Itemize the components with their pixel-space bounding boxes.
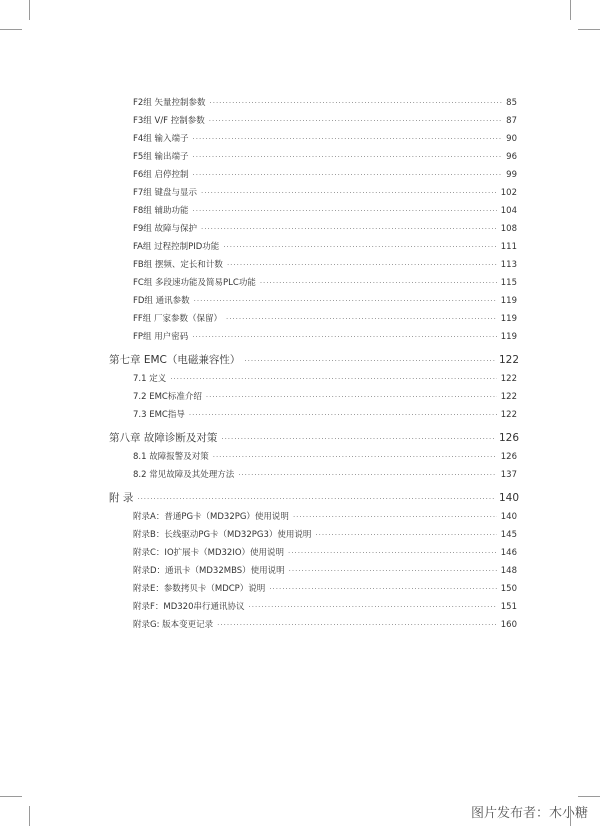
- toc-entry[interactable]: [133, 564, 517, 576]
- toc-entry[interactable]: [133, 468, 517, 480]
- toc-entry-label: 附 录: [109, 492, 134, 504]
- toc-entry[interactable]: [133, 276, 517, 288]
- toc-entry-label: F4组 输入端子: [133, 134, 189, 144]
- toc-entry-page: 111: [500, 242, 517, 252]
- toc-chapter-entry[interactable]: [109, 352, 519, 367]
- crop-mark-bottom-left-h: [0, 796, 22, 797]
- toc-leader-dots: [137, 496, 495, 503]
- toc-leader-dots: [289, 568, 497, 575]
- toc-entry-label: FP组 用户密码: [133, 332, 189, 342]
- toc-entry[interactable]: [133, 390, 517, 402]
- toc-entry-label: 第八章 故障诊断及对策: [109, 432, 218, 444]
- toc-entry-page: 122: [498, 354, 519, 366]
- toc-entry[interactable]: [133, 222, 517, 234]
- toc-entry-label: FA组 过程控制PID功能: [133, 242, 220, 252]
- toc-entry-label: F2组 矢量控制参数: [133, 98, 206, 108]
- toc-entry[interactable]: [133, 330, 517, 342]
- toc-entry[interactable]: [133, 96, 517, 108]
- toc-leader-dots: [226, 316, 497, 323]
- toc-entry[interactable]: [133, 528, 517, 540]
- toc-entry[interactable]: [133, 114, 517, 126]
- toc-chapter-entry[interactable]: [109, 430, 519, 445]
- toc-entry-label: 附录C：IO扩展卡（MD32IO）使用说明: [133, 548, 285, 558]
- publisher-watermark: 图片发布者：木小糖: [470, 806, 588, 821]
- toc-entry-page: 150: [500, 584, 517, 594]
- toc-entry-page: 108: [500, 224, 517, 234]
- toc-leader-dots: [192, 334, 497, 341]
- toc-leader-dots: [223, 244, 496, 251]
- toc-entry-label: 附录A：普通PG卡（MD32PG）使用说明: [133, 512, 289, 522]
- toc-entry-label: 第七章 EMC（电磁兼容性）: [109, 354, 241, 366]
- toc-entry[interactable]: [133, 312, 517, 324]
- toc-entry-label: 8.2 常见故障及其处理方法: [133, 470, 235, 480]
- toc-entry-page: 104: [500, 206, 517, 216]
- toc-entry-page: 119: [500, 314, 517, 324]
- toc-entry[interactable]: [133, 546, 517, 558]
- toc-entry-page: 145: [500, 530, 517, 540]
- toc-entry-page: 126: [498, 432, 519, 444]
- toc-entry-page: 119: [500, 332, 517, 342]
- toc-leader-dots: [209, 118, 502, 125]
- toc-entry[interactable]: [133, 186, 517, 198]
- toc-leader-dots: [260, 280, 497, 287]
- toc-entry-label: 附录B：长线驱动PG卡（MD32PG3）使用说明: [133, 530, 312, 540]
- toc-entry-label: 附录G: 版本变更记录: [133, 620, 214, 630]
- toc-entry[interactable]: [133, 510, 517, 522]
- toc-entry[interactable]: [133, 150, 517, 162]
- toc-entry-page: 85: [506, 98, 517, 108]
- toc-entry-page: 122: [500, 374, 517, 384]
- toc-entry-page: 96: [506, 152, 517, 162]
- toc-entry-page: 87: [506, 116, 517, 126]
- toc-entry-label: 7.2 EMC标准介绍: [133, 392, 202, 402]
- toc-entry-page: 146: [500, 548, 517, 558]
- toc-entry-page: 126: [500, 452, 517, 462]
- toc-leader-dots: [170, 376, 497, 383]
- toc-entry-page: 99: [506, 170, 517, 180]
- toc-entry-label: 附录D：通讯卡（MD32MBS）使用说明: [133, 566, 285, 576]
- toc-entry-label: F6组 启停控制: [133, 170, 189, 180]
- toc-leader-dots: [201, 226, 497, 233]
- toc-entry[interactable]: [133, 240, 517, 252]
- toc-entry-label: FF组 厂家参数（保留）: [133, 314, 222, 324]
- toc-entry-label: 7.3 EMC指导: [133, 410, 185, 420]
- toc-entry-page: 122: [500, 392, 517, 402]
- crop-mark-top-left-h: [0, 29, 22, 30]
- toc-entry-label: F3组 V/F 控制参数: [133, 116, 205, 126]
- toc-entry[interactable]: [133, 450, 517, 462]
- toc-leader-dots: [288, 550, 497, 557]
- toc-leader-dots: [217, 622, 497, 629]
- toc-entry[interactable]: [133, 168, 517, 180]
- toc-chapter-entry[interactable]: [109, 490, 519, 505]
- toc-entry-label: 附录E：参数拷贝卡（MDCP）说明: [133, 584, 266, 594]
- toc-entry-page: 148: [500, 566, 517, 576]
- crop-mark-bottom-right-h: [578, 796, 600, 797]
- toc-entry-label: FC组 多段速功能及简易PLC功能: [133, 278, 256, 288]
- toc-entry-label: F7组 键盘与显示: [133, 188, 197, 198]
- toc-entry-label: FD组 通讯参数: [133, 296, 190, 306]
- toc-entry[interactable]: [133, 132, 517, 144]
- toc-leader-dots: [269, 586, 496, 593]
- toc-entry-label: F9组 故障与保护: [133, 224, 197, 234]
- toc-entry-page: 122: [500, 410, 517, 420]
- toc-leader-dots: [249, 604, 497, 611]
- toc-entry-label: 附录F：MD320串行通讯协议: [133, 602, 245, 612]
- toc-entry-label: 8.1 故障报警及对策: [133, 452, 209, 462]
- toc-leader-dots: [193, 172, 503, 179]
- toc-leader-dots: [210, 100, 503, 107]
- toc-entry[interactable]: [133, 618, 517, 630]
- crop-mark-top-right-v: [570, 0, 571, 20]
- toc-leader-dots: [221, 436, 495, 443]
- toc-leader-dots: [315, 532, 496, 539]
- toc-entry-page: 90: [506, 134, 517, 144]
- toc-entry-label: FB组 摆频、定长和计数: [133, 260, 223, 270]
- toc-entry-label: 7.1 定义: [133, 374, 167, 384]
- toc-leader-dots: [201, 190, 497, 197]
- toc-entry-page: 160: [500, 620, 517, 630]
- toc-entry-page: 119: [500, 296, 517, 306]
- toc-entry-page: 113: [500, 260, 517, 270]
- toc-entry[interactable]: [133, 372, 517, 384]
- toc-entry-page: 102: [500, 188, 517, 198]
- toc-leader-dots: [193, 208, 497, 215]
- toc-entry-label: F5组 输出端子: [133, 152, 189, 162]
- toc-leader-dots: [206, 394, 497, 401]
- toc-entry[interactable]: [133, 408, 517, 420]
- toc-entry-page: 115: [500, 278, 517, 288]
- toc-leader-dots: [193, 136, 503, 143]
- crop-mark-top-right-h: [578, 29, 600, 30]
- toc-entry-page: 151: [500, 602, 517, 612]
- toc-entry-page: 140: [500, 512, 517, 522]
- toc-leader-dots: [244, 358, 495, 365]
- toc-entry-page: 140: [498, 492, 519, 504]
- toc-leader-dots: [189, 412, 497, 419]
- toc-leader-dots: [293, 514, 497, 521]
- toc-entry[interactable]: [133, 204, 517, 216]
- toc-entry[interactable]: [133, 600, 517, 612]
- toc-leader-dots: [238, 472, 497, 479]
- toc-entry-label: F8组 辅助功能: [133, 206, 189, 216]
- toc-leader-dots: [193, 154, 503, 161]
- toc-leader-dots: [213, 454, 497, 461]
- toc-leader-dots: [227, 262, 497, 269]
- crop-mark-top-left-v: [29, 0, 30, 20]
- toc-entry[interactable]: [133, 294, 517, 306]
- toc-leader-dots: [194, 298, 497, 305]
- toc-entry[interactable]: [133, 258, 517, 270]
- crop-mark-bottom-left-v: [29, 806, 30, 826]
- toc-entry-page: 137: [500, 470, 517, 480]
- toc-entry[interactable]: [133, 582, 517, 594]
